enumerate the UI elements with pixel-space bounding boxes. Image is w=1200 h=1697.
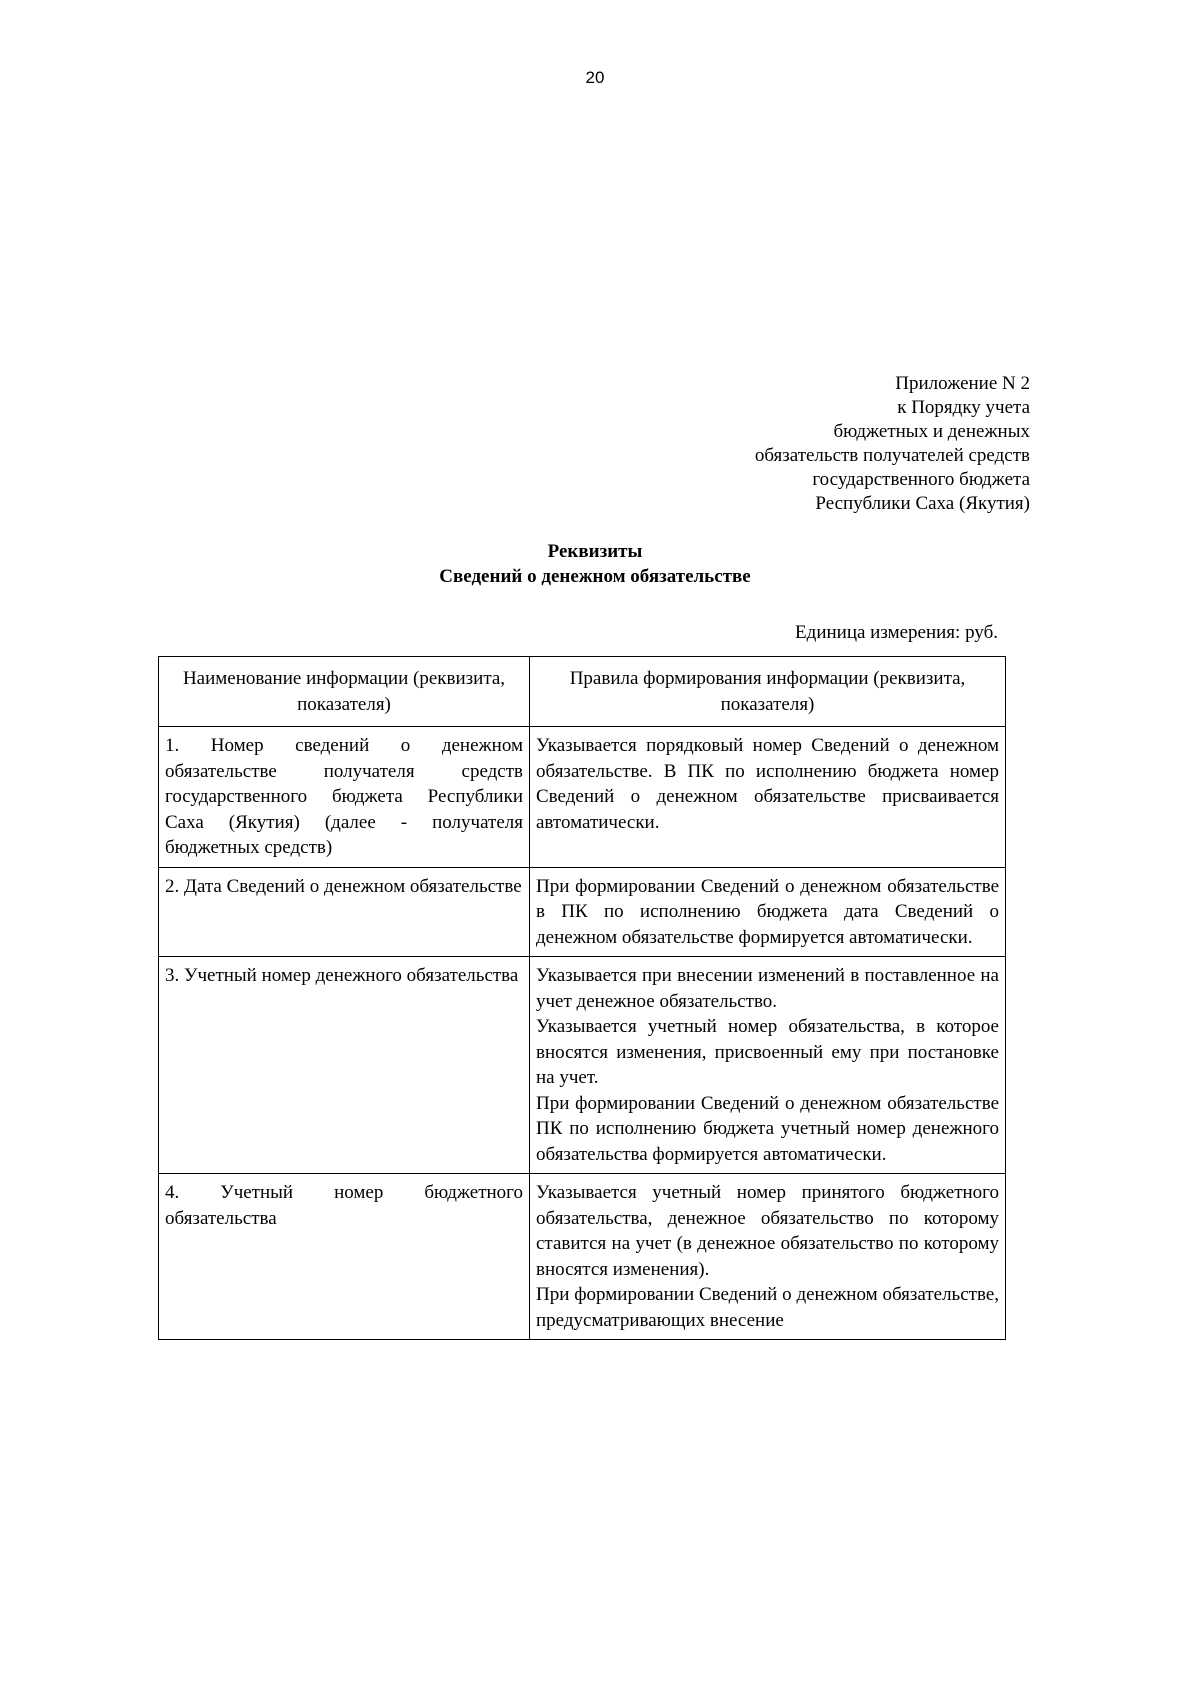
row-rules xyxy=(530,867,1006,957)
rule-paragraph: Указывается при внесении изменений в поставленное на учет денежное обязательство. xyxy=(536,965,999,1012)
table-row xyxy=(159,957,1006,1174)
appendix-line: к Порядку учета xyxy=(897,397,1030,418)
table-row xyxy=(159,1174,1006,1340)
header-rules: Правила формирования информации (реквизита, показателя) xyxy=(530,657,1006,727)
rule-paragraph: Указывается порядковый номер Сведений о денежном обязательстве. В ПК по исполнению бюджета номер Сведений о денежном обязательстве присваивается автоматически. xyxy=(536,735,999,833)
rule-paragraph: Указывается учетный номер обязательства, в которое вносятся изменения, присвоенный ему при постановке на учет. xyxy=(536,1016,999,1088)
row-name: 3. Учетный номер денежного обязательства xyxy=(159,957,530,1174)
appendix-line: государственного бюджета xyxy=(812,469,1030,490)
rule-paragraph: При формировании Сведений о денежном обязательстве, предусматривающих внесение xyxy=(536,1284,999,1331)
document-title xyxy=(0,539,1190,589)
row-name: 2. Дата Сведений о денежном обязательстве xyxy=(159,867,530,957)
appendix-line: бюджетных и денежных xyxy=(833,421,1030,442)
table-row xyxy=(159,727,1006,868)
appendix-line: обязательств получателей средств xyxy=(754,445,1030,466)
rule-paragraph: При формировании Сведений о денежном обязательстве в ПК по исполнению бюджета дата Сведений о денежном обязательстве формируется автоматически. xyxy=(536,875,999,948)
row-name: 4. Учетный номер бюджетного обязательства xyxy=(159,1174,530,1340)
appendix-line: Республики Саха (Якутия) xyxy=(815,493,1030,514)
unit-of-measure: Единица измерения: руб. xyxy=(795,622,998,643)
rule-paragraph: Указывается учетный номер принятого бюджетного обязательства, денежное обязательство по которому ставится на учет (в денежное обязательство по которому вносятся изменения). xyxy=(536,1182,999,1280)
appendix-line: Приложение N 2 xyxy=(895,373,1030,394)
table-header-row xyxy=(159,657,1006,727)
appendix-reference xyxy=(755,372,1030,516)
header-name: Наименование информации (реквизита, показателя) xyxy=(159,657,530,727)
title-line-2: Сведений о денежном обязательстве xyxy=(439,566,751,587)
row-name: 1. Номер сведений о денежном обязательстве получателя средств государственного бюджета Республики Саха (Якутия) (далее - получателя бюджетных средств) xyxy=(159,727,530,868)
row-rules xyxy=(530,1174,1006,1340)
requisites-table xyxy=(158,656,1006,1340)
table-row xyxy=(159,867,1006,957)
title-line-1: Реквизиты xyxy=(547,541,643,562)
rule-paragraph: При формировании Сведений о денежном обязательстве ПК по исполнению бюджета учетный номер денежного обязательства формируется автоматически. xyxy=(536,1092,999,1165)
row-rules xyxy=(530,727,1006,868)
row-rules xyxy=(530,957,1006,1174)
page-number: 20 xyxy=(585,68,605,87)
